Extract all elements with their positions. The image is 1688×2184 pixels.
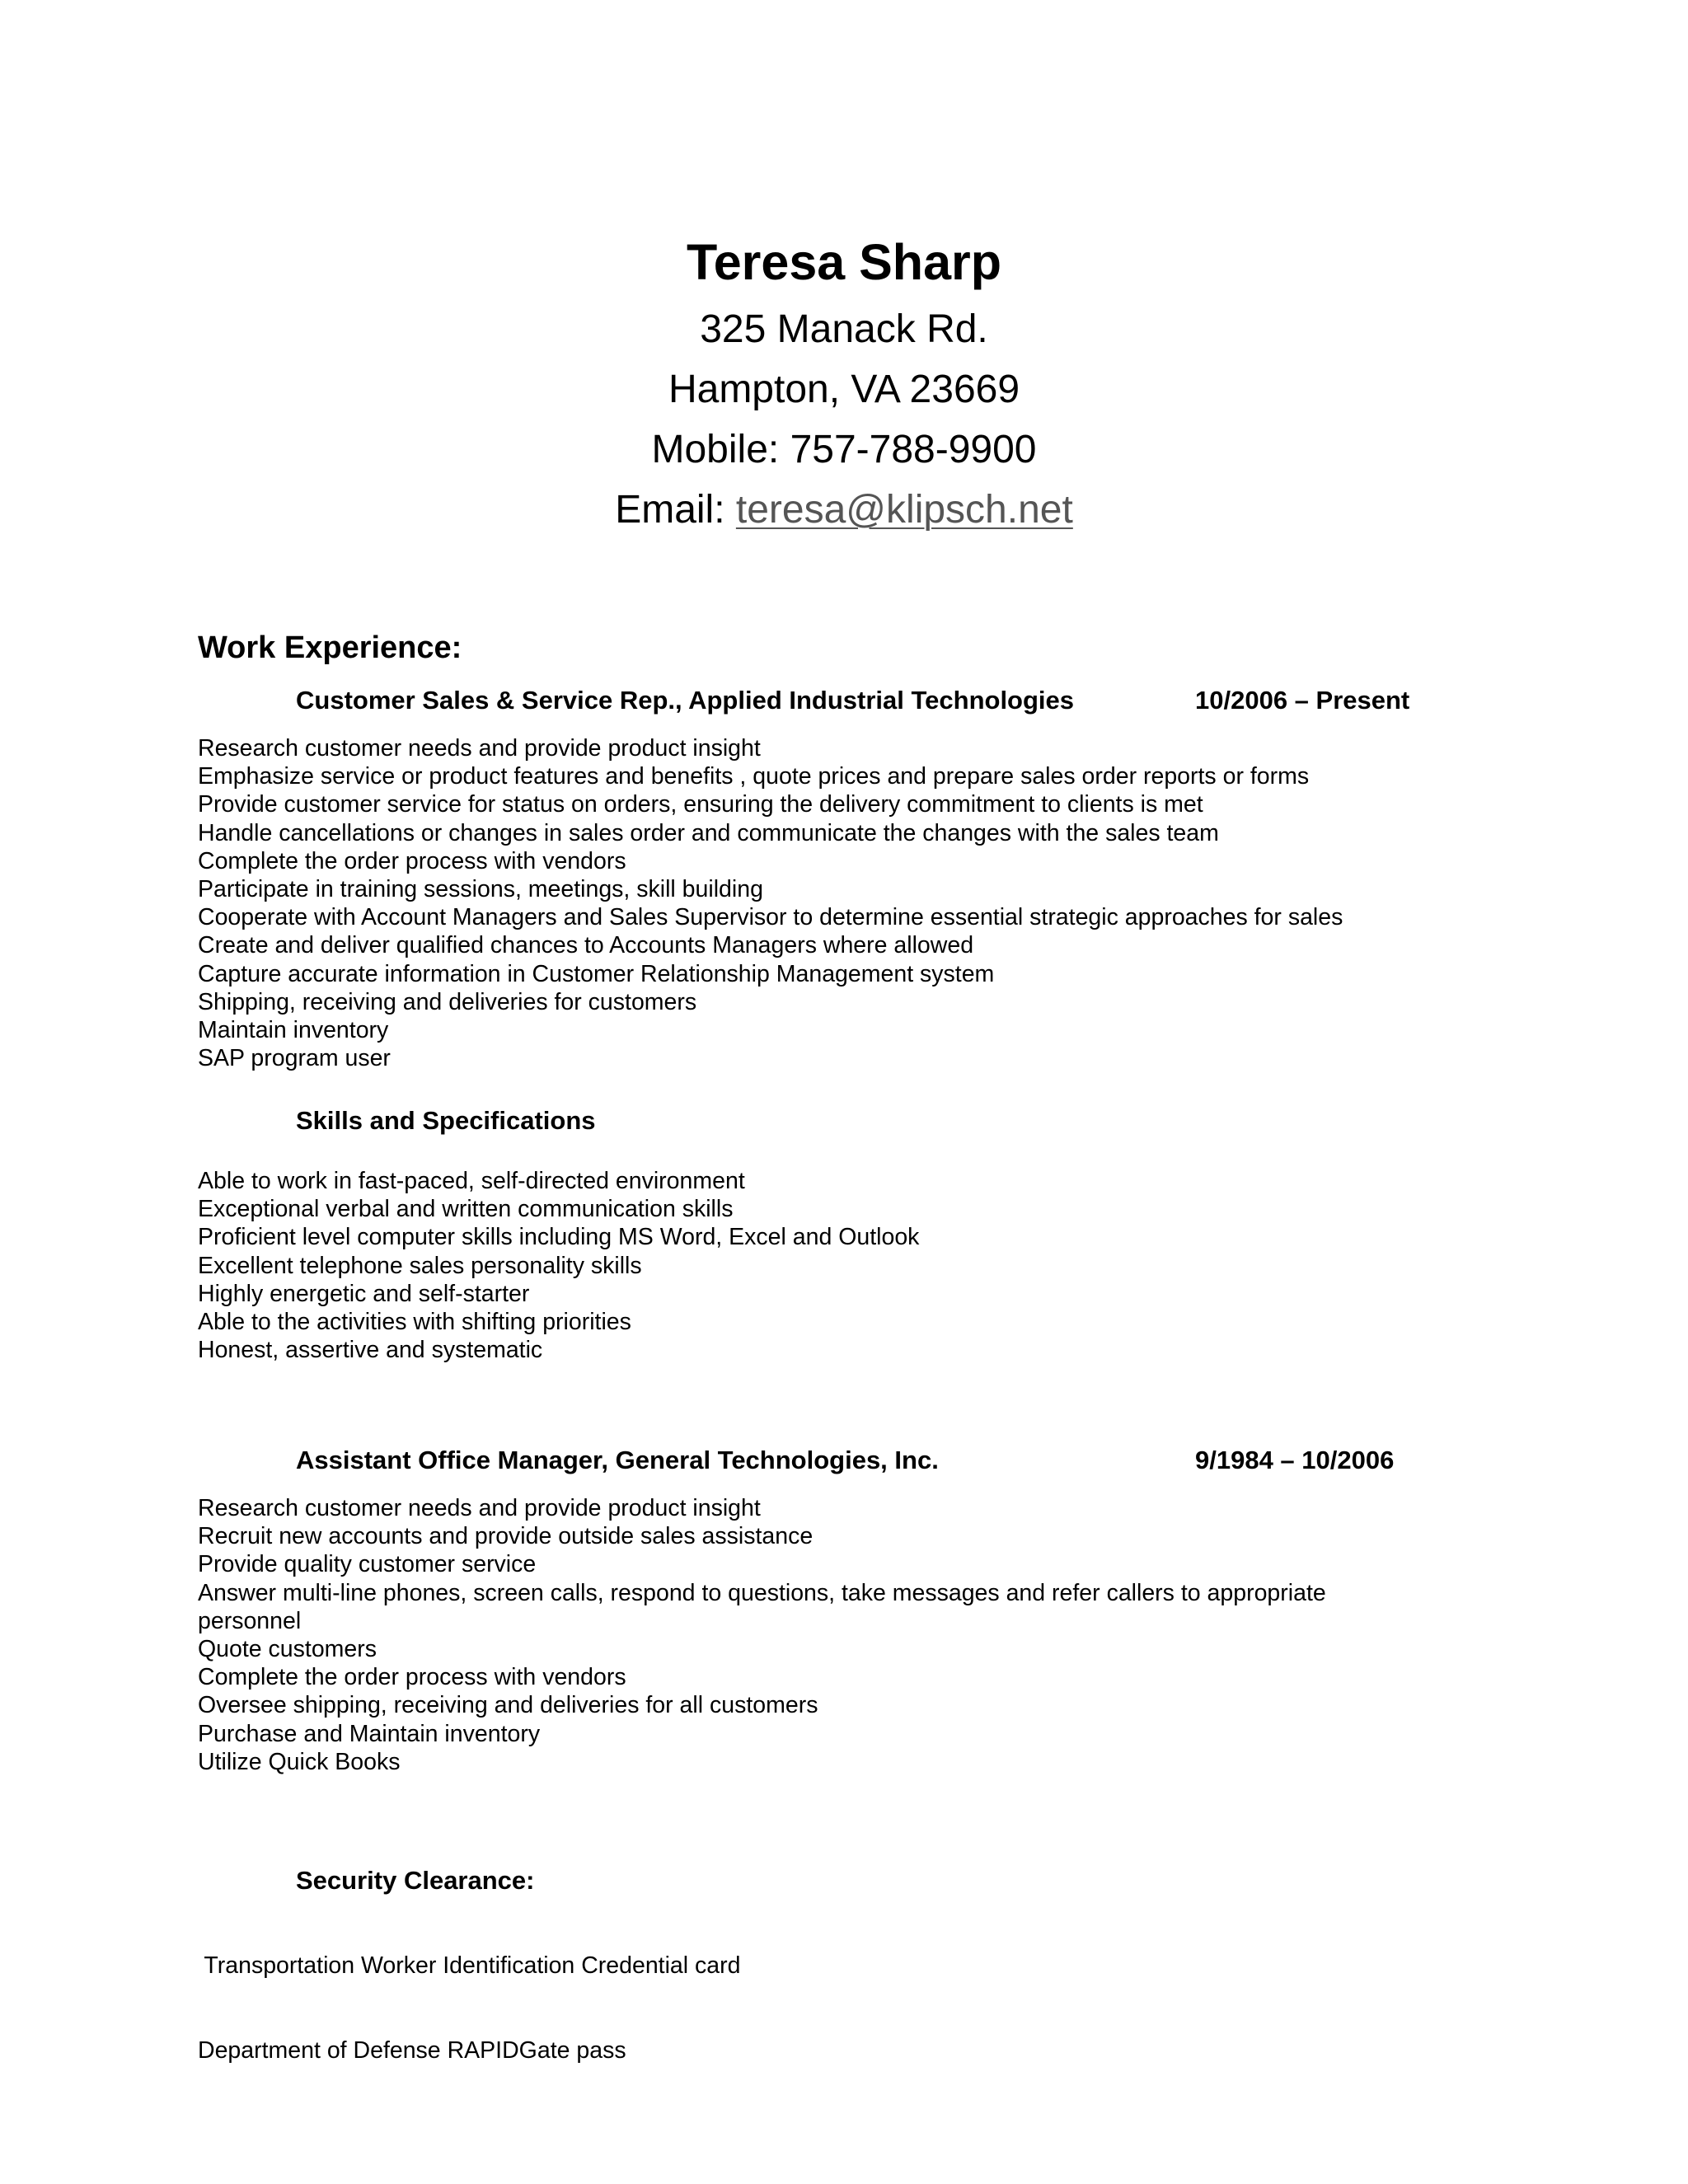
mobile-number: Mobile: 757-788-9900	[651, 428, 1037, 471]
job1-duties-list	[198, 734, 1434, 1072]
email-link[interactable]: teresa@klipsch.net	[735, 488, 1073, 532]
list-item: Research customer needs and provide product insight	[198, 1495, 761, 1521]
list-item: Oversee shipping, receiving and deliveries for all customers	[198, 1692, 818, 1719]
job2-duties-list	[198, 1494, 1434, 1776]
list-item: Maintain inventory	[198, 1017, 389, 1044]
list-item: Research customer needs and provide product insight	[198, 735, 761, 762]
list-item: Honest, assertive and systematic	[198, 1337, 543, 1364]
list-item: Recruit new accounts and provide outside sales assistance	[198, 1523, 814, 1550]
list-item: Able to work in fast-paced, self-directed environment	[198, 1168, 745, 1194]
list-item: SAP program user	[198, 1045, 391, 1072]
list-item: Able to the activities with shifting priorities	[198, 1309, 631, 1336]
list-item: Exceptional verbal and written communication skills	[198, 1196, 734, 1223]
list-item: Provide quality customer service	[198, 1551, 537, 1578]
list-item: Create and deliver qualified chances to Accounts Managers where allowed	[198, 932, 974, 959]
job2-title: Assistant Office Manager, General Technologies, Inc.	[296, 1446, 939, 1474]
job1-dates: 10/2006 – Present	[1195, 686, 1410, 715]
skills-heading: Skills and Specifications	[296, 1106, 596, 1135]
list-item: Quote customers	[198, 1636, 377, 1663]
list-item: Emphasize service or product features and benefits , quote prices and prepare sales order reports or forms	[198, 763, 1310, 790]
list-item: Transportation Worker Identification Credential card	[198, 1952, 741, 1980]
job1-title: Customer Sales & Service Rep., Applied Industrial Technologies	[296, 686, 1075, 715]
security-clearance-heading: Security Clearance:	[296, 1866, 535, 1895]
list-item: Provide customer service for status on orders, ensuring the delivery commitment to clients is met	[198, 791, 1203, 818]
email-line	[0, 485, 1688, 535]
email-label: Email:	[615, 488, 736, 532]
list-item: Department of Defense RAPIDGate pass	[198, 2037, 626, 2064]
job2-dates: 9/1984 – 10/2006	[1195, 1446, 1395, 1474]
list-item: Shipping, receiving and deliveries for customers	[198, 988, 697, 1015]
list-item: Cooperate with Account Managers and Sales Supervisor to determine essential strategic approaches for sales	[198, 904, 1343, 931]
skills-list	[198, 1167, 1434, 1364]
list-item: Proficient level computer skills including MS Word, Excel and Outlook	[198, 1224, 920, 1251]
list-item: Participate in training sessions, meetings, skill building	[198, 876, 763, 903]
list-item: Utilize Quick Books	[198, 1748, 401, 1775]
list-item: Highly energetic and self-starter	[198, 1280, 530, 1307]
security-clearance-list	[198, 1896, 1434, 2121]
address-line-1: 325 Manack Rd.	[700, 307, 988, 351]
list-item: Handle cancellations or changes in sales order and communicate the changes with the sales team	[198, 819, 1219, 846]
applicant-name: Teresa Sharp	[687, 234, 1001, 290]
list-item: Complete the order process with vendors	[198, 847, 626, 874]
address-line-2: Hampton, VA 23669	[668, 368, 1020, 411]
work-experience-heading: Work Experience:	[198, 630, 462, 665]
list-item: Purchase and Maintain inventory	[198, 1720, 541, 1747]
list-item: Capture accurate information in Customer Relationship Management system	[198, 960, 995, 987]
list-item: Excellent telephone sales personality skills	[198, 1252, 642, 1279]
list-item: Answer multi-line phones, screen calls, respond to questions, take messages and refer callers to appropriate personnel	[198, 1579, 1326, 1634]
list-item: Complete the order process with vendors	[198, 1664, 626, 1691]
